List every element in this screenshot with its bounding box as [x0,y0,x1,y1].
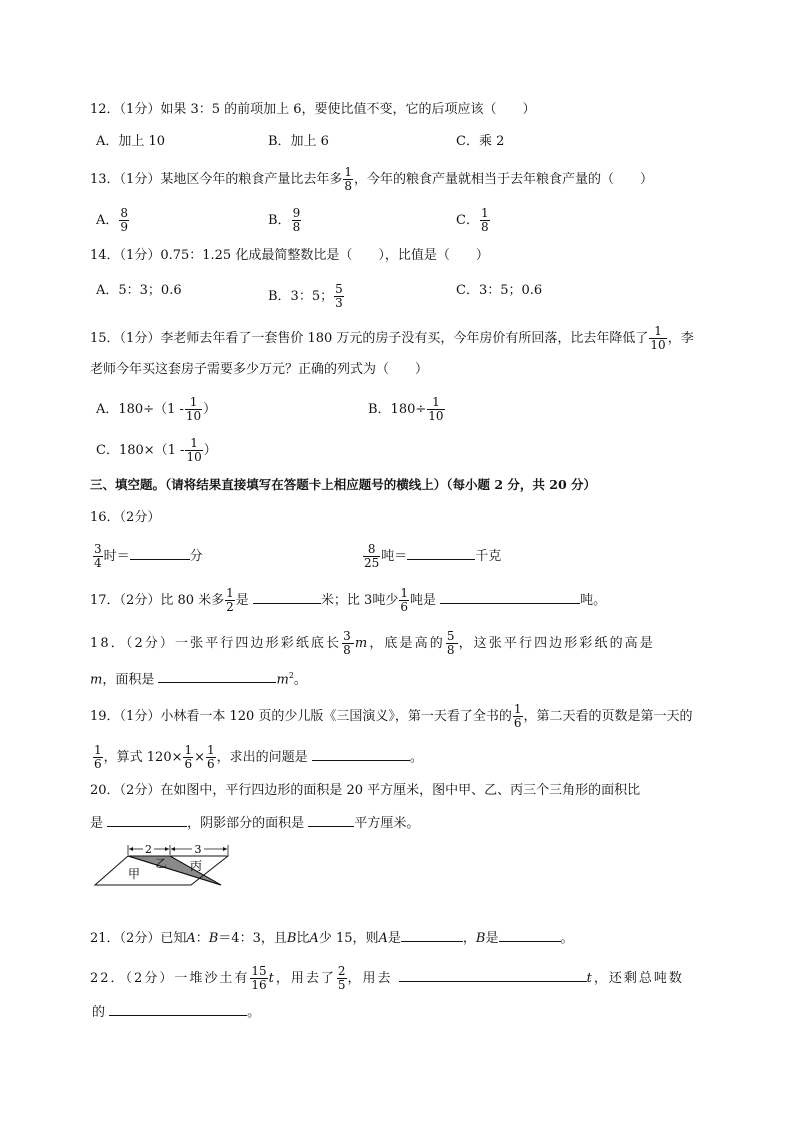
answer-blank[interactable] [401,929,463,942]
q12-option-a: A．加上 10 [96,134,166,149]
q13-stem: 13．（1分）某地区今年的粮食产量比去年多 $\frac{1}{8}$ ，今年的粮食产量就相当于去年粮食产量的（ ） [90,165,653,193]
q18-stem-line1: 18．（2分）一张平行四边形彩纸底长 $\frac{3}{8}$ m，底是高的 $\frac{5}{8}$ ，这张平行四边形彩纸的高是 [90,629,655,657]
answer-blank[interactable] [158,670,276,683]
answer-blank[interactable] [499,929,561,942]
answer-blank[interactable] [440,591,580,604]
q16-part2: $\frac{8}{25}$ 吨＝ 千克 [364,542,502,570]
label-jia: 甲 [127,867,141,881]
q12-stem: 12．（1分）如果 3：5 的前项加上 6，要使比值不变，它的后项应该（ ） [90,102,536,117]
q13-option-c: C． $\frac{1}{8}$ [456,206,489,234]
answer-blank[interactable] [308,814,354,827]
label-bing: 丙 [189,859,203,873]
arrow-icon [165,847,169,851]
parallelogram-figure [92,842,234,890]
q13-option-a: A． $\frac{8}{9}$ [96,206,129,234]
q14-option-b: B．3：5； $\frac{5}{3}$ [268,282,343,310]
answer-blank[interactable] [399,969,587,982]
q20-stem-line1: 20．（2分）在如图中，平行四边形的面积是 20 平方厘米，图中甲、乙、丙三个三角形的面积比 [90,783,641,798]
q16-stem: 16．（2分） [90,510,161,525]
q22-stem-line2: 的 。 [92,1005,261,1020]
q12-option-c: C．乘 2 [456,134,505,149]
answer-blank[interactable] [312,748,410,761]
q15-stem-line2: 老师今年买这套房子需要多少万元？正确的列式为（ ） [90,362,429,377]
q19-stem-line1: 19．（1分）小林看一本 120 页的少儿版《三国演义》，第一天看了全书的 $\frac{1}{6}$ ，第二天看的页数是第一天的 [90,702,693,730]
arrow-icon [223,847,227,851]
answer-blank[interactable] [107,814,187,827]
section-heading: 三、填空题。（请将结果直接填写在答题卡上相应题号的横线上）（每小题 2 分，共 20 分） [90,477,597,492]
q15-option-c: C．180×（1 - $\frac{1}{10}$ ） [96,436,217,464]
q15-option-a: A．180÷（1 - $\frac{1}{10}$ ） [96,395,217,423]
q15-option-b: B．180÷ $\frac{1}{10}$ [368,395,444,423]
q22-stem-line1: 22．（2分）一堆沙土有 $\frac{15}{16}$ t，用去了 $\frac{2}{5}$ ，用去 t，还剩总吨数 [90,964,684,992]
q16-part1: $\frac{3}{4}$ 时＝ 分 [94,542,203,570]
arrow-icon [171,847,175,851]
q18-stem-line2: m，面积是 $m^2$。 [90,671,307,688]
arrow-icon [129,847,133,851]
q15-stem-line1: 15．（1分）李老师去年看了一套售价 180 万元的房子没有买，今年房价有所回落，比去年降低了 $\frac{1}{10}$ ，李 [90,324,694,352]
q20-stem-line2: 是 ，阴影部分的面积是 平方厘米。 [90,816,420,831]
q14-option-a: A．5：3；0.6 [96,283,182,298]
q13-option-b: B． $\frac{9}{8}$ [268,206,301,234]
q12-option-b: B．加上 6 [268,134,329,149]
fraction: $\frac{1}{8}$ [344,165,352,193]
answer-blank[interactable] [109,1003,247,1016]
q19-stem-line2: $\frac{1}{6}$ ，算式 120× $\frac{1}{6}$ × $\frac{1}{6}$ ，求出的问题是 。 [94,743,423,771]
answer-blank[interactable] [407,547,475,560]
answer-blank[interactable] [253,591,321,604]
dimension-label-2: 2 [145,843,152,856]
q14-stem: 14．（1分）0.75：1.25 化成最简整数比是（ ），比值是（ ） [90,248,489,263]
q14-option-c: C．3：5；0.6 [456,283,543,298]
dimension-label-3: 3 [194,843,202,856]
label-yi: 乙 [155,857,167,870]
q17-stem: 17．（2分）比 80 米多 $\frac{1}{2}$ 是 米；比 3吨少 $\frac{1}{6}$ 吨是 吨。 [90,586,607,614]
q21-stem: 21．（2分）已知A：B＝4：3，且B比A少 15，则A是 ，B是 。 [90,931,574,946]
answer-blank[interactable] [130,547,190,560]
